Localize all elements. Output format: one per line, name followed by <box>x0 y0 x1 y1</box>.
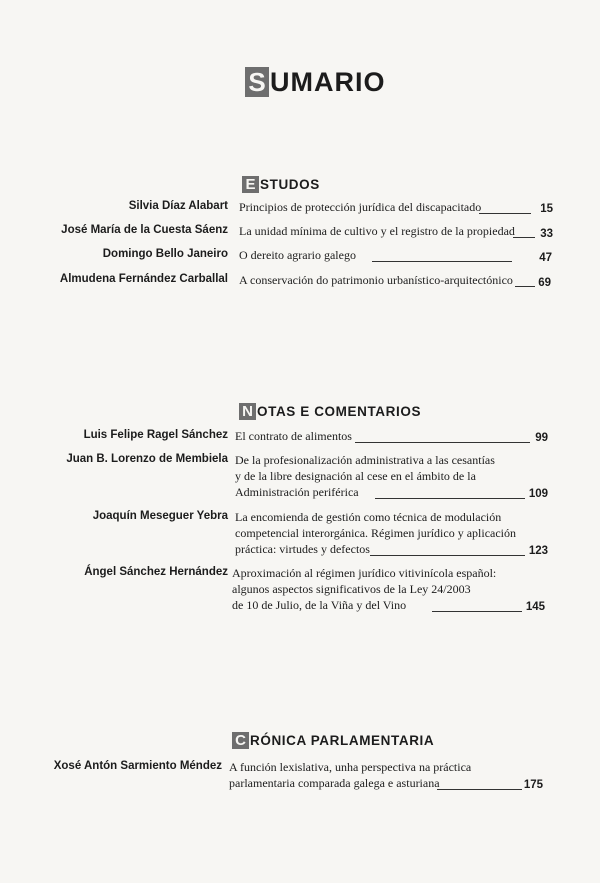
title-rest: UMARIO <box>270 66 386 97</box>
section-heading-estudos <box>242 175 320 193</box>
page-title <box>245 65 386 99</box>
entry-title-line: competencial interorgánica. Régimen jurídico y aplicación <box>235 526 517 540</box>
title-initial: S <box>245 67 269 97</box>
section-initial: E <box>242 176 259 193</box>
section-title: RÓNICA PARLAMENTARIA <box>250 732 435 748</box>
entry-author: Almudena Fernández Carballal <box>59 273 228 285</box>
dot-leader <box>372 261 512 262</box>
page-number: 33 <box>540 228 553 240</box>
page-number: 99 <box>535 432 548 444</box>
page-number: 123 <box>528 545 548 557</box>
entry-title-line: Aproximación al régimen jurídico vitivinícola español: <box>232 566 497 580</box>
entry-author: Joaquín Meseguer Yebra <box>92 510 228 522</box>
entry-title: El contrato de alimentos <box>235 429 352 443</box>
page-number: 175 <box>523 779 543 791</box>
entry-author: José María de la Cuesta Sáenz <box>61 224 228 236</box>
entry-title-line: algunos aspectos significativos de la Ley 24/2003 <box>232 582 471 596</box>
section-title: STUDOS <box>260 176 320 192</box>
entry-title-line: A función lexislativa, unha perspectiva na práctica <box>229 760 472 774</box>
entry-title-line: de 10 de Julio, de la Viña y del Vino <box>232 598 407 612</box>
dot-leader <box>370 555 525 556</box>
entry-title-line: y de la libre designación al cese en el ámbito de la <box>235 469 476 483</box>
entry-title: La unidad mínima de cultivo y el registro de la propiedad <box>239 224 515 238</box>
page-number: 15 <box>540 203 553 215</box>
dot-leader <box>355 442 530 443</box>
entry-title-line: práctica: virtudes y defectos <box>235 542 370 556</box>
entry-title: Principios de protección jurídica del discapacitado <box>239 200 482 214</box>
section-heading-notas-e-comentarios <box>239 402 421 420</box>
dot-leader <box>437 789 522 790</box>
page-number: 69 <box>538 277 551 289</box>
dot-leader <box>375 498 525 499</box>
entry-title-line: Administración periférica <box>235 485 359 499</box>
entry-author: Ángel Sánchez Hernández <box>84 566 228 578</box>
entry-title: A conservación do patrimonio urbanístico-arquitectónico <box>239 273 513 287</box>
entry-author: Luis Felipe Ragel Sánchez <box>83 429 228 441</box>
entry-author: Xosé Antón Sarmiento Méndez <box>53 760 222 772</box>
entry-title-line: La encomienda de gestión como técnica de modulación <box>235 510 502 524</box>
entry-title: O dereito agrario galego <box>239 248 356 262</box>
page-number: 145 <box>525 601 545 613</box>
entry-author: Juan B. Lorenzo de Membiela <box>66 453 228 465</box>
entry-author: Silvia Díaz Alabart <box>128 200 228 212</box>
entry-title-line: parlamentaria comparada galega e asturiana <box>229 776 440 790</box>
entry-title-line: De la profesionalización administrativa a las cesantías <box>235 453 495 467</box>
section-title: OTAS E COMENTARIOS <box>257 403 422 419</box>
dot-leader <box>432 611 522 612</box>
page-number: 109 <box>528 488 548 500</box>
page-number: 47 <box>539 252 552 264</box>
entry-author: Domingo Bello Janeiro <box>102 248 228 260</box>
section-heading-cronica-parlamentaria <box>232 731 434 749</box>
section-initial: C <box>232 732 249 749</box>
section-initial: N <box>239 403 256 420</box>
